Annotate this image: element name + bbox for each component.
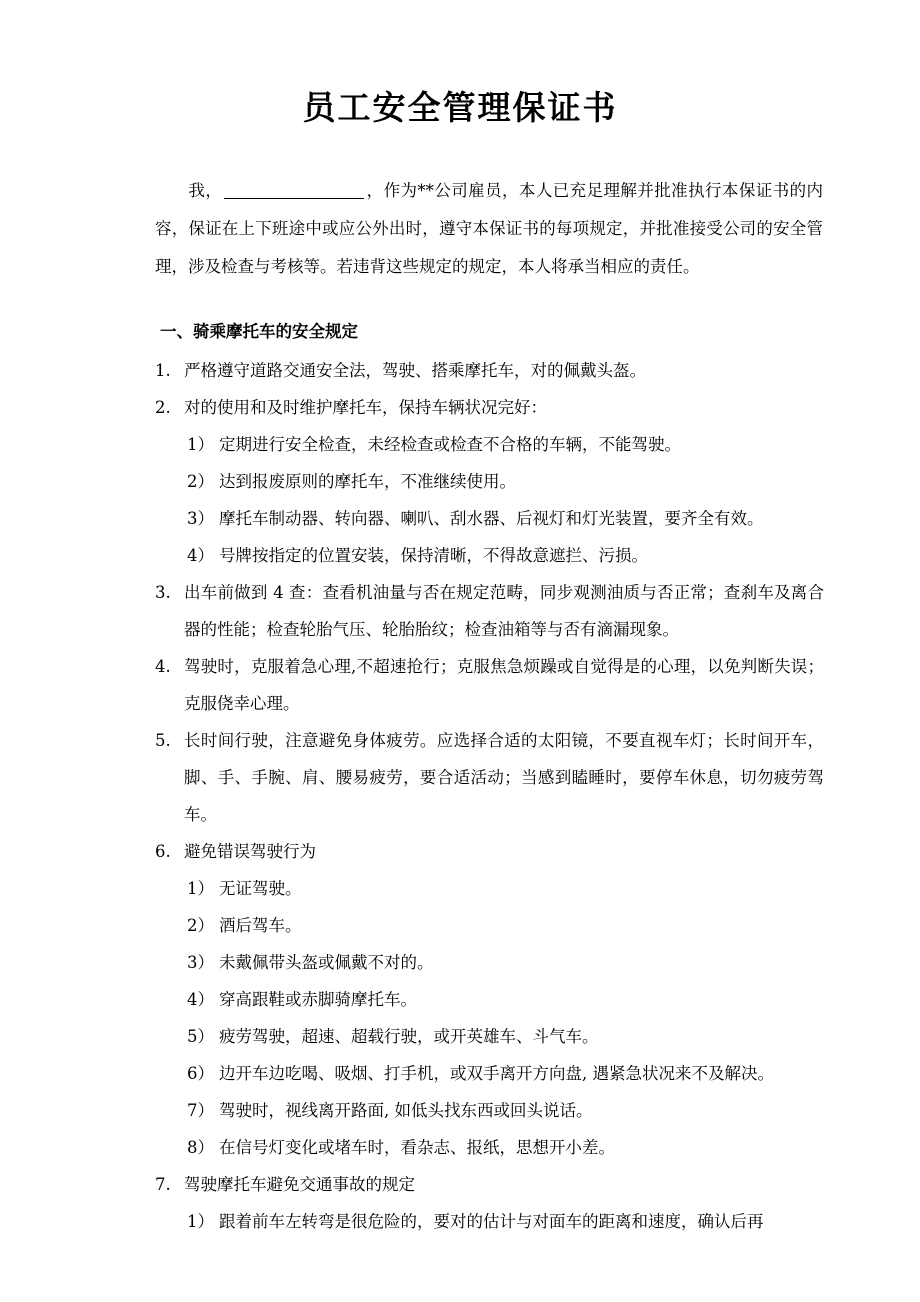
sub-item-number: 2） [187, 916, 214, 935]
item-text: 驾驶时，克服着急心理,不超速抢行；克服焦急烦躁或自觉得是的心理，以免判断失误；克服侥幸心理。 [184, 657, 824, 713]
sub-item-number: 2） [187, 472, 214, 491]
sub-item-number: 4） [187, 546, 214, 565]
list-item [0, 352, 920, 389]
item-number: 5. [155, 731, 171, 750]
sub-item-text: 驾驶时，视线离开路面, 如低头找东西或回头说话。 [219, 1101, 593, 1120]
sub-item [0, 944, 920, 981]
document-title: 员工安全管理保证书 [302, 88, 618, 127]
item-number: 4. [155, 657, 171, 676]
rules-list [0, 352, 920, 1240]
sub-item-text: 酒后驾车。 [219, 916, 302, 935]
sub-item [0, 463, 920, 500]
list-item [0, 833, 920, 870]
sub-item-text: 无证驾驶。 [219, 879, 302, 898]
sub-item-text: 疲劳驾驶，超速、超载行驶，或开英雄车、斗气车。 [219, 1027, 599, 1046]
sub-item [0, 1055, 920, 1092]
sub-item-number: 1） [187, 879, 214, 898]
sub-item [0, 1203, 920, 1240]
sub-item-text: 摩托车制动器、转向器、喇叭、刮水器、后视灯和灯光装置，要齐全有效。 [219, 509, 764, 528]
list-item [0, 1166, 920, 1203]
item-number: 6. [155, 842, 171, 861]
sub-item-text: 穿高跟鞋或赤脚骑摩托车。 [219, 990, 417, 1009]
sub-item-number: 3） [187, 953, 214, 972]
item-number: 3. [155, 583, 171, 602]
name-blank-field[interactable] [224, 180, 364, 199]
item-text: 对的使用和及时维护摩托车，保持车辆状况完好： [184, 398, 547, 417]
sub-item-number: 7） [187, 1101, 214, 1120]
intro-paragraph [155, 172, 823, 286]
sub-item-number: 1） [187, 1212, 214, 1231]
intro-lead: 我， [188, 181, 223, 200]
sub-item-text: 号牌按指定的位置安装，保持清晰，不得故意遮拦、污损。 [219, 546, 648, 565]
sub-item-number: 4） [187, 990, 214, 1009]
sub-item [0, 1092, 920, 1129]
sub-item-text: 在信号灯变化或堵车时，看杂志、报纸，思想开小差。 [219, 1138, 615, 1157]
sub-item [0, 1129, 920, 1166]
sub-item-number: 8） [187, 1138, 214, 1157]
item-text: 驾驶摩托车避免交通事故的规定 [184, 1175, 415, 1194]
sub-item [0, 1018, 920, 1055]
sub-item [0, 426, 920, 463]
sub-item [0, 500, 920, 537]
sub-item [0, 907, 920, 944]
sub-item-text: 未戴佩带头盔或佩戴不对的。 [219, 953, 434, 972]
sub-item [0, 981, 920, 1018]
item-number: 7. [155, 1175, 171, 1194]
sub-item-number: 1） [187, 435, 214, 454]
sub-item [0, 537, 920, 574]
list-item [0, 722, 920, 833]
sub-item [0, 870, 920, 907]
item-text: 严格遵守道路交通安全法，驾驶、搭乘摩托车，对的佩戴头盔。 [184, 361, 646, 380]
sub-item-number: 6） [187, 1064, 214, 1083]
item-text: 长时间行驶，注意避免身体疲劳。应选择合适的太阳镜，不要直视车灯；长时间开车，脚、手、手腕、肩、腰易疲劳，要合适活动；当感到瞌睡时，要停车休息，切勿疲劳驾车。 [184, 731, 824, 824]
sub-item-text: 达到报废原则的摩托车，不准继续使用。 [219, 472, 516, 491]
item-text: 出车前做到 4 查：查看机油量与否在规定范畴，同步观测油质与否正常；查刹车及离合器的性能；检查轮胎气压、轮胎胎纹；检查油箱等与否有滴漏现象。 [184, 583, 824, 639]
section-heading: 一、骑乘摩托车的安全规定 [160, 322, 358, 341]
item-number: 2. [155, 398, 171, 417]
sub-item-text: 定期进行安全检查，未经检查或检查不合格的车辆，不能驾驶。 [219, 435, 681, 454]
sub-item-text: 跟着前车左转弯是很危险的，要对的估计与对面车的距离和速度，确认后再 [219, 1212, 764, 1231]
sub-item-text: 边开车边吃喝、吸烟、打手机，或双手离开方向盘, 遇紧急状况来不及解决。 [219, 1064, 774, 1083]
list-item [0, 648, 920, 722]
sub-item-number: 3） [187, 509, 214, 528]
list-item [0, 389, 920, 426]
list-item [0, 574, 920, 648]
item-text: 避免错误驾驶行为 [184, 842, 316, 861]
sub-item-number: 5） [187, 1027, 214, 1046]
item-number: 1. [155, 361, 171, 380]
intro-text: ，作为**公司雇员，本人已充足理解并批准执行本保证书的内容，保证在上下班途中或应公外出时，遵守本保证书的每项规定，并批准接受公司的安全管理，涉及检查与考核等。若违背这些规定的规定，本人将承当相应的责任。 [155, 181, 824, 276]
